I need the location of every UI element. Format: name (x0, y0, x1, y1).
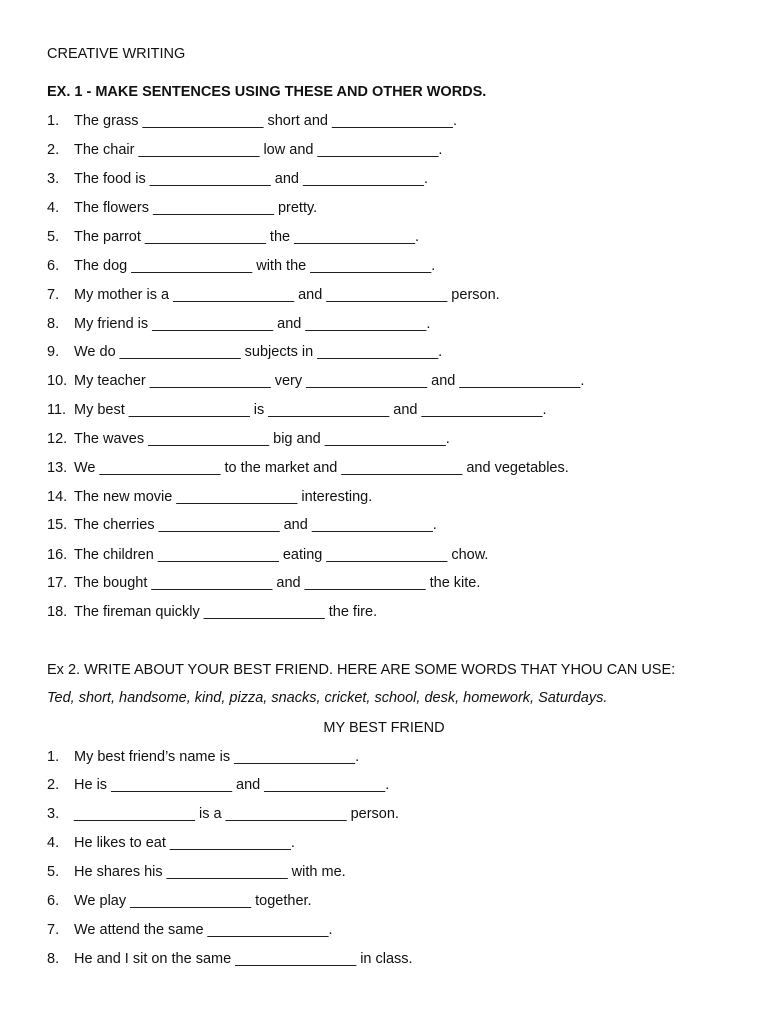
item-text: My best _______________ is _______________ and _______________. (74, 402, 547, 418)
item-number: 12. (47, 431, 68, 447)
item-number: 8. (47, 951, 60, 967)
exercise-1-item (47, 574, 480, 592)
item-text: He likes to eat _______________. (74, 835, 295, 851)
exercise-1-item (47, 372, 584, 390)
item-number: 3. (47, 806, 60, 822)
item-number: 5. (47, 229, 60, 245)
item-text: The dog _______________ with the _______________. (74, 258, 436, 274)
item-number: 18. (47, 604, 68, 620)
item-number: 6. (47, 893, 60, 909)
exercise-1-item (47, 430, 450, 448)
exercise-1-item (47, 315, 430, 333)
item-text: The chair _______________ low and _______________. (74, 142, 443, 158)
exercise-2-item (47, 892, 312, 910)
item-number: 7. (47, 922, 60, 938)
exercise-1-item (47, 170, 428, 188)
exercise-2-item (47, 863, 346, 881)
item-text: We _______________ to the market and _______________ and vegetables. (74, 460, 569, 476)
exercise-2-item (47, 805, 399, 823)
item-text: The grass _______________ short and _______________. (74, 113, 457, 129)
item-number: 17. (47, 575, 68, 591)
exercise-2-item (47, 950, 413, 968)
exercise-2-item (47, 834, 295, 852)
item-text: The children _______________ eating _______________ chow. (74, 547, 489, 563)
item-number: 4. (47, 200, 60, 216)
item-text: He shares his _______________ with me. (74, 864, 346, 880)
item-number: 4. (47, 835, 60, 851)
item-number: 15. (47, 517, 68, 533)
item-text: The new movie _______________ interesting. (74, 489, 373, 505)
item-text: The fireman quickly _______________ the fire. (74, 604, 378, 620)
item-number: 8. (47, 316, 60, 332)
item-text: He is _______________ and _______________. (74, 777, 390, 793)
worksheet-title: CREATIVE WRITING (47, 46, 186, 62)
exercise-2-word-list: Ted, short, handsome, kind, pizza, snacks, cricket, school, desk, homework, Saturdays. (47, 690, 608, 706)
item-number: 3. (47, 171, 60, 187)
exercise-1-heading: EX. 1 - MAKE SENTENCES USING THESE AND OTHER WORDS. (47, 84, 487, 100)
item-number: 11. (47, 402, 67, 418)
item-text: My teacher _______________ very _______________ and _______________. (74, 373, 585, 389)
exercise-1-item (47, 603, 377, 621)
exercise-1-item (47, 286, 500, 304)
item-number: 6. (47, 258, 60, 274)
item-number: 14. (47, 489, 68, 505)
exercise-1-item (47, 199, 317, 217)
item-number: 10. (47, 373, 68, 389)
exercise-2-heading: Ex 2. WRITE ABOUT YOUR BEST FRIEND. HERE ARE SOME WORDS THAT YHOU CAN USE: (47, 662, 676, 678)
exercise-2-item (47, 921, 333, 939)
item-text: We play _______________ together. (74, 893, 312, 909)
item-number: 9. (47, 344, 60, 360)
item-text: The flowers _______________ pretty. (74, 200, 318, 216)
item-number: 13. (47, 460, 68, 476)
exercise-2-item (47, 776, 389, 794)
item-text: We attend the same _______________. (74, 922, 333, 938)
item-number: 16. (47, 547, 68, 563)
item-text: The food is _______________ and _______________. (74, 171, 428, 187)
item-text: The bought _______________ and _______________ the kite. (74, 575, 481, 591)
exercise-1-item (47, 257, 435, 275)
item-text: The parrot _______________ the _______________. (74, 229, 420, 245)
item-number: 1. (47, 749, 60, 765)
exercise-1-item (47, 228, 419, 246)
item-number: 2. (47, 142, 60, 158)
exercise-1-item (47, 488, 372, 506)
item-number: 2. (47, 777, 60, 793)
item-number: 7. (47, 287, 60, 303)
item-text: My friend is _______________ and _______________. (74, 316, 431, 332)
item-text: _______________ is a _______________ person. (74, 806, 399, 822)
item-number: 1. (47, 113, 60, 129)
item-text: We do _______________ subjects in _______________. (74, 344, 443, 360)
item-text: He and I sit on the same _______________ in class. (74, 951, 413, 967)
exercise-2-item (47, 748, 359, 766)
exercise-1-item (47, 459, 569, 477)
exercise-1-item (47, 546, 488, 564)
exercise-1-item (47, 343, 442, 361)
exercise-2-subtitle: MY BEST FRIEND (323, 720, 445, 736)
item-text: The cherries _______________ and _______________. (74, 517, 437, 533)
item-text: My best friend’s name is _______________. (74, 749, 360, 765)
exercise-1-item (47, 516, 437, 534)
exercise-1-item (47, 141, 442, 159)
exercise-1-item (47, 112, 457, 130)
item-number: 5. (47, 864, 60, 880)
item-text: The waves _______________ big and _______________. (74, 431, 450, 447)
exercise-1-item (47, 401, 547, 419)
item-text: My mother is a _______________ and _______________ person. (74, 287, 500, 303)
